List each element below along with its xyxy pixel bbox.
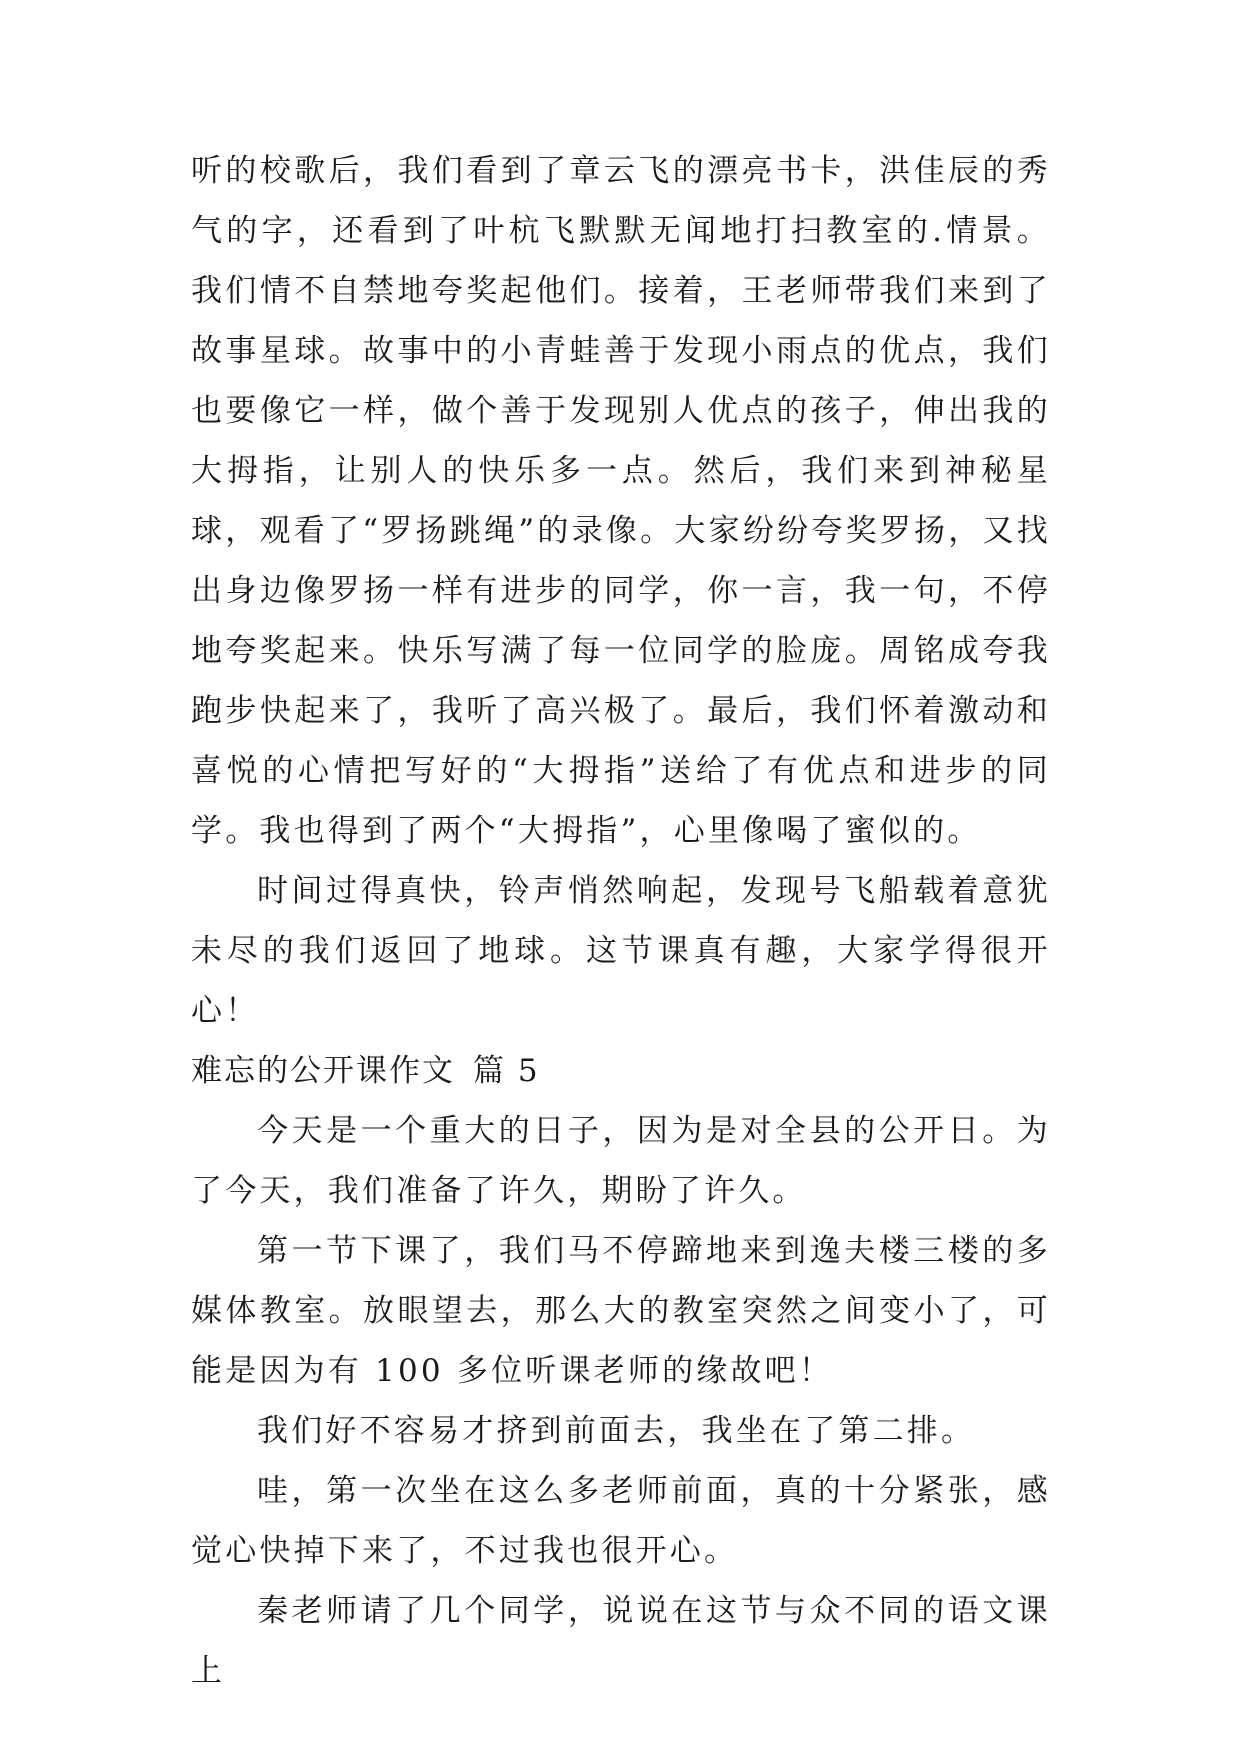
paragraph: 秦老师请了几个同学，说说在这节与众不同的语文课上: [191, 1593, 1051, 1689]
section-heading: [191, 1041, 1051, 1101]
paragraph: 第一节下课了，我们马不停蹄地来到逸夫楼三楼的多媒体教室。放眼望去，那么大的教室突然之间变小了，可能是因为有 100 多位听课老师的缘故吧！: [191, 1233, 1051, 1389]
paragraph-ending: 时间过得真快，铃声悄然响起，发现号飞船载着意犹未尽的我们返回了地球。这节课真有趣，大家学得很开心！: [191, 873, 1051, 1029]
heading-part: 篇 5: [473, 1053, 540, 1089]
paragraph: 哇，第一次坐在这么多老师前面，真的十分紧张，感觉心快掉下来了，不过我也很开心。: [191, 1473, 1051, 1569]
paragraph: 今天是一个重大的日子，因为是对全县的公开日。为了今天，我们准备了许久，期盼了许久。: [191, 1113, 1051, 1209]
paragraph-continued: 听的校歌后，我们看到了章云飞的漂亮书卡，洪佳辰的秀气的字，还看到了叶杭飞默默无闻地打扫教室的.情景。我们情不自禁地夸奖起他们。接着，王老师带我们来到了故事星球。故事中的小青蛙善于发现小雨点的优点，我们也要像它一样，做个善于发现别人优点的孩子，伸出我的大拇指，让别人的快乐多一点。然后，我们来到神秘星球，观看了“罗扬跳绳”的录像。大家纷纷夸奖罗扬，又找出身边像罗扬一样有进步的同学，你一言，我一句，不停地夸奖起来。快乐写满了每一位同学的脸庞。周铭成夸我跑步快起来了，我听了高兴极了。最后，我们怀着激动和喜悦的心情把写好的“大拇指”送给了有优点和进步的同学。我也得到了两个“大拇指”，心里像喝了蜜似的。: [191, 153, 1051, 849]
heading-title: 难忘的公开课作文: [191, 1053, 455, 1089]
document-body: [191, 141, 1051, 1701]
paragraph: 我们好不容易才挤到前面去，我坐在了第二排。: [257, 1413, 976, 1449]
